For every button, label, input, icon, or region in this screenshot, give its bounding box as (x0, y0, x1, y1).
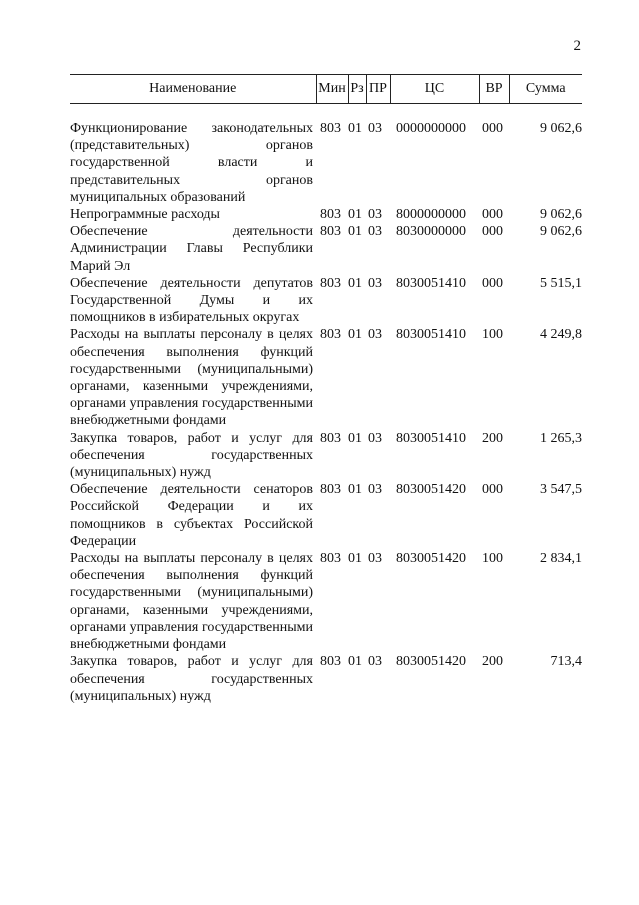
row-name: Обеспечение деятельности сенаторов Российской Федерации и их помощников в субъектах Российской Федерации (70, 482, 313, 549)
row-cs: 8030051420 (396, 482, 466, 498)
row-rz: 01 (348, 275, 362, 291)
table-row (70, 481, 582, 550)
row-rz: 01 (348, 327, 362, 343)
row-rz: 01 (348, 482, 362, 498)
row-name: Функционирование законодательных (представительных) органов государственной власти и представительных органов муниципальных образований (70, 121, 313, 205)
row-name: Обеспечение деятельности Администрации Главы Республики Марий Эл (70, 224, 313, 274)
row-pr: 03 (368, 207, 382, 223)
row-name: Непрограммные расходы (70, 207, 220, 223)
row-min: 803 (320, 654, 341, 670)
row-pr: 03 (368, 327, 382, 343)
table-row (70, 223, 582, 275)
row-sum: 713,4 (550, 654, 582, 670)
table-header (70, 75, 582, 104)
row-sum: 9 062,6 (540, 224, 582, 240)
row-rz: 01 (348, 551, 362, 567)
row-pr: 03 (368, 430, 382, 446)
row-min: 803 (320, 430, 341, 446)
row-rz: 01 (348, 121, 362, 136)
table-row (70, 653, 582, 705)
table-body (70, 104, 582, 705)
page-number: 2 (573, 38, 581, 54)
row-pr: 03 (368, 654, 382, 670)
row-cs: 8000000000 (396, 207, 466, 223)
header-row (70, 75, 582, 104)
row-sum: 9 062,6 (540, 207, 582, 223)
row-sum: 2 834,1 (540, 551, 582, 567)
header-rz: Рз (348, 75, 366, 104)
header-spacer (70, 104, 582, 121)
table-row (70, 275, 582, 327)
row-cs: 0000000000 (396, 121, 466, 136)
budget-table (70, 74, 582, 705)
header-min: Мин (316, 75, 348, 104)
table-row (70, 120, 582, 206)
row-name: Закупка товаров, работ и услуг для обеспечения государственных (муниципальных) нужд (70, 654, 313, 704)
row-pr: 03 (368, 121, 382, 136)
row-sum: 5 515,1 (540, 275, 582, 291)
row-min: 803 (320, 482, 341, 498)
row-rz: 01 (348, 654, 362, 670)
row-name: Расходы на выплаты персоналу в целях обеспечения выполнения функций государственными (муниципальными) органами, казенными учреждениями, органами управления государственными внебюджетными фондами (70, 551, 313, 653)
row-cs: 8030051420 (396, 551, 466, 567)
row-vr: 200 (482, 430, 503, 446)
row-cs: 8030051410 (396, 275, 466, 291)
row-pr: 03 (368, 482, 382, 498)
row-sum: 3 547,5 (540, 482, 582, 498)
row-pr: 03 (368, 275, 382, 291)
row-min: 803 (320, 207, 341, 223)
row-sum: 1 265,3 (540, 430, 582, 446)
row-vr: 000 (482, 275, 503, 291)
row-pr: 03 (368, 551, 382, 567)
row-min: 803 (320, 275, 341, 291)
row-vr: 200 (482, 654, 503, 670)
row-vr: 000 (482, 224, 503, 240)
row-cs: 8030051410 (396, 430, 466, 446)
row-sum: 9 062,6 (540, 121, 582, 136)
header-vr: ВР (479, 75, 509, 104)
row-name: Расходы на выплаты персоналу в целях обеспечения выполнения функций государственными (муниципальными) органами, казенными учреждениями, органами управления государственными внебюджетными фондами (70, 327, 313, 429)
row-min: 803 (320, 224, 341, 240)
row-vr: 100 (482, 327, 503, 343)
row-vr: 000 (482, 121, 503, 136)
row-vr: 000 (482, 482, 503, 498)
row-name: Обеспечение деятельности депутатов Государственной Думы и их помощников в избирательных округах (70, 275, 313, 326)
row-cs: 8030051420 (396, 654, 466, 670)
row-vr: 000 (482, 207, 503, 223)
row-min: 803 (320, 121, 341, 136)
row-min: 803 (320, 551, 341, 567)
row-min: 803 (320, 327, 341, 343)
row-name: Закупка товаров, работ и услуг для обеспечения государственных (муниципальных) нужд (70, 430, 313, 481)
table-row (70, 326, 582, 429)
row-sum: 4 249,8 (540, 327, 582, 343)
header-cs: ЦС (390, 75, 479, 104)
header-sum: Сумма (509, 75, 582, 104)
row-cs: 8030000000 (396, 224, 466, 240)
table-row (70, 206, 582, 223)
table-row (70, 430, 582, 482)
row-rz: 01 (348, 207, 362, 223)
header-pr: ПР (366, 75, 390, 104)
row-vr: 100 (482, 551, 503, 567)
row-pr: 03 (368, 224, 382, 240)
table-row (70, 550, 582, 653)
row-cs: 8030051410 (396, 327, 466, 343)
row-rz: 01 (348, 224, 362, 240)
row-rz: 01 (348, 430, 362, 446)
header-name: Наименование (70, 75, 316, 104)
